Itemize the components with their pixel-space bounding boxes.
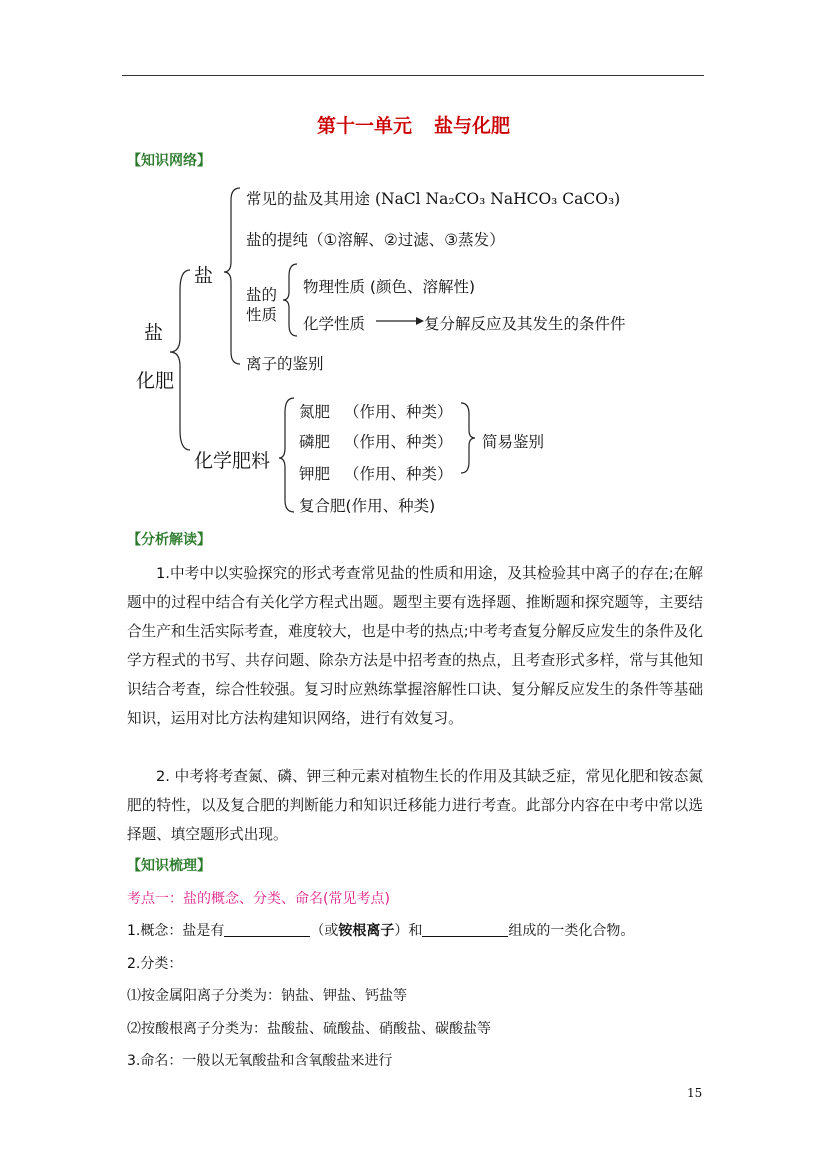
page-title: 第十一单元 盐与化肥 <box>316 115 511 137</box>
main-brace <box>170 270 190 450</box>
diagram-ion-identify: 离子的鉴别 <box>246 355 324 373</box>
analysis-paragraph-2: 2. 中考将考查氮、磷、钾三种元素对植物生长的作用及其缺乏症，常见化肥和铵态氮肥的特性，以及复合肥的判断能力和知识迁移能力进行考查。此部分内容在中考中常以选择题、填空题形式出现。 <box>127 768 703 843</box>
diagram-fertilizer-node: 化学肥料 <box>194 450 271 472</box>
diagram-physical-property: 物理性质 (颜色、溶解性) <box>303 278 476 296</box>
property-brace <box>283 264 297 336</box>
answer-blank-2[interactable] <box>422 924 508 937</box>
diagram-salt-property-1: 盐的 <box>246 286 278 304</box>
diagram-salt-purify: 盐的提纯（①溶解、②过滤、③蒸发） <box>246 231 505 249</box>
diagram-simple-identify: 简易鉴别 <box>482 433 545 451</box>
diagram-salt-property-2: 性质 <box>246 306 278 324</box>
diagram-chemical-result: 复分解反应及其发生的条件件 <box>424 315 626 333</box>
key-point-1-heading: 考点一：盐的概念、分类、命名(常见考点) <box>127 891 390 907</box>
section-analysis: 【分析解读】 <box>127 532 211 548</box>
diagram-salt-node: 盐 <box>194 265 214 287</box>
classification-item-2: ⑵按酸根离子分类为：盐酸盐、硫酸盐、硝酸盐、碳酸盐等 <box>127 1021 491 1037</box>
page-number: 15 <box>687 1086 703 1100</box>
fertilizer-potassium: 钾肥 （作用、种类） <box>299 465 453 483</box>
concept-line: 1.概念：盐是有 （或铵根离子）和 组成的一类化合物。 <box>127 923 635 939</box>
diagram-salt-uses: 常见的盐及其用途 (NaCl Na₂CO₃ NaHCO₃ CaCO₃) <box>246 190 621 208</box>
fertilizer-phosphorus: 磷肥 （作用、种类） <box>299 433 453 451</box>
analysis-paragraph-1: 1.中考中以实验探究的形式考查常见盐的性质和用途，及其检验其中离子的存在;在解题中的过程中结合有关化学方程式出题。题型主要有选择题、推断题和探究题等，主要结合生产和生活实际考查，难度较大，也是中考的热点;中考考查复分解反应发生的条件及化学方程式的书写、共存问题、除杂方法是中招考查的热点，且考查形式多样，常与其他知识结合考查，综合性较强。复习时应熟练掌握溶解性口诀、复分解反应发生的条件等基础知识，运用对比方法构建知识网络，进行有效复习。 <box>127 565 703 727</box>
fertilizer-nitrogen: 氮肥 （作用、种类） <box>299 403 453 421</box>
arrow-head <box>416 317 424 325</box>
classification-title: 2.分类： <box>127 956 183 972</box>
fertilizer-brace <box>279 398 294 512</box>
naming-line: 3.命名：一般以无氧酸盐和含氧酸盐来进行 <box>127 1053 393 1069</box>
identify-brace <box>461 403 475 473</box>
section-knowledge-network: 【知识网络】 <box>127 153 211 169</box>
classification-item-1: ⑴按金属阳离子分类为：钠盐、钾盐、钙盐等 <box>127 988 407 1004</box>
diagram-root-fertilizer: 化肥 <box>136 370 175 392</box>
salt-brace <box>224 188 240 364</box>
answer-blank-1[interactable] <box>224 924 310 937</box>
diagram-chemical-property: 化学性质 <box>303 315 366 333</box>
fertilizer-compound: 复合肥(作用、种类) <box>299 497 436 515</box>
diagram-root-salt: 盐 <box>144 322 164 344</box>
section-review: 【知识梳理】 <box>127 858 211 874</box>
